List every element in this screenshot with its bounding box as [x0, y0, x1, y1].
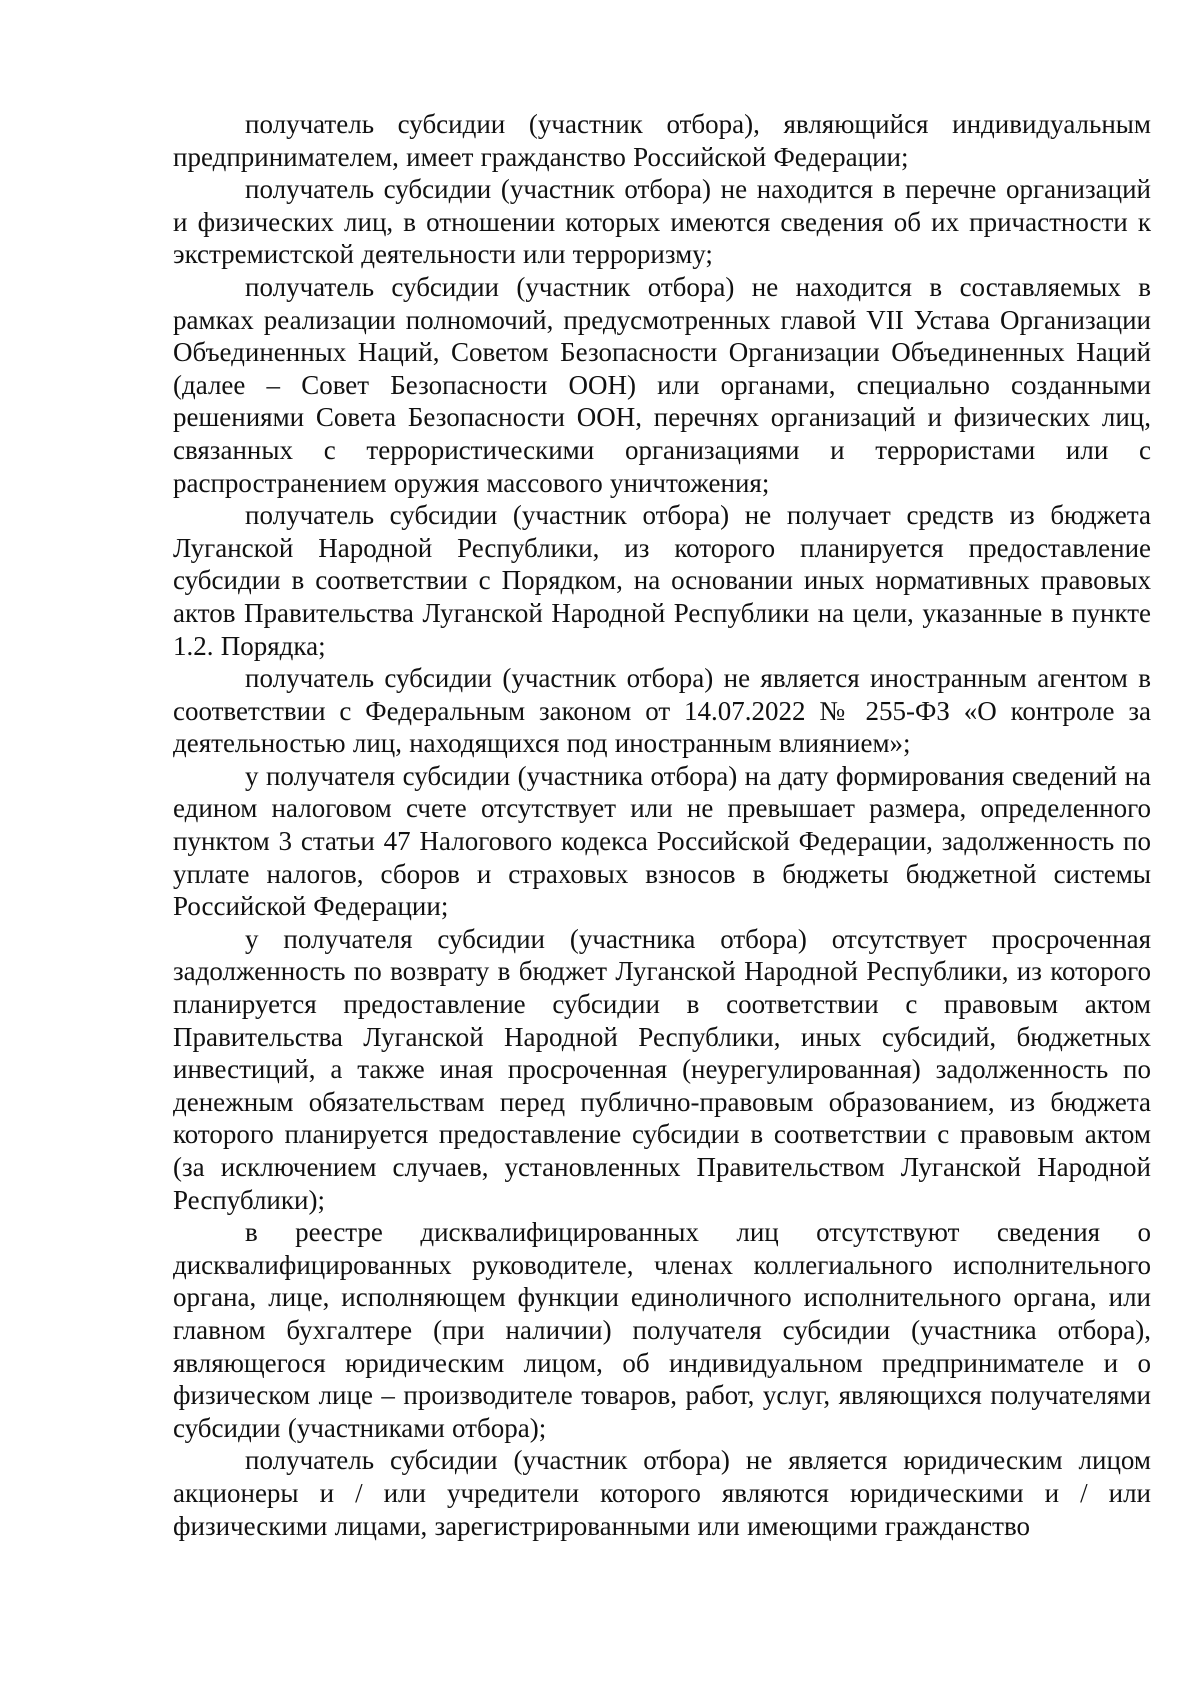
- paragraph-tax-debt: у получателя субсидии (участника отбора) на дату формирования сведений на едином налоговом счете отсутствует или не превышает размера, определенного пунктом 3 статьи 47 Налогового кодекса Российской Федерации, задолженность по уплате налогов, сборов и страховых взносов в бюджеты бюджетной системы Российской Федерации;: [173, 760, 1151, 922]
- document-body: [173, 108, 1151, 1542]
- paragraph-un-sanctions-list: получатель субсидии (участник отбора) не находится в составляемых в рамках реализации полномочий, предусмотренных главой VII Устава Организации Объединенных Наций, Советом Безопасности Организации Объединенных Наций (далее – Совет Безопасности ООН) или органами, специально созданными решениями Совета Безопасности ООН, перечнях организаций и физических лиц, связанных с террористическими организациями и террористами или с распространением оружия массового уничтожения;: [173, 271, 1151, 498]
- paragraph-no-budget-funds: получатель субсидии (участник отбора) не получает средств из бюджета Луганской Народной Республики, из которого планируется предоставление субсидии в соответствии с Порядком, на основании иных нормативных правовых актов Правительства Луганской Народной Республики на цели, указанные в пункте 1.2. Порядка;: [173, 500, 1151, 661]
- paragraph-overdue-debt: у получателя субсидии (участника отбора) отсутствует просроченная задолженность по возврату в бюджет Луганской Народной Республики, из которого планируется предоставление субсидии в соответствии с правовым актом Правительства Луганской Народной Республики, иных субсидий, бюджетных инвестиций, а также иная просроченная (неурегулированная) задолженность по денежным обязательствам перед публично-правовым образованием, из бюджета которого планируется предоставление субсидии в соответствии с правовым актом (за исключением случаев, установленных Правительством Луганской Народной Республики);: [173, 923, 1151, 1215]
- paragraph-extremism-list: получатель субсидии (участник отбора) не находится в перечне организаций и физических лиц, в отношении которых имеются сведения об их причастности к экстремистской деятельности или терроризму;: [173, 174, 1151, 270]
- paragraph-citizenship: получатель субсидии (участник отбора), являющийся индивидуальным предпринимателем, имеет гражданство Российской Федерации;: [173, 109, 1151, 172]
- paragraph-foreign-agent: получатель субсидии (участник отбора) не является иностранным агентом в соответствии с Федеральным законом от 14.07.2022 № 255-ФЗ «О контроле за деятельностью лиц, находящихся под иностранным влиянием»;: [173, 663, 1151, 759]
- paragraph-foreign-shareholders: получатель субсидии (участник отбора) не является юридическим лицом акционеры и / или учредители которого являются юридическими и / или физическими лицами, зарегистрированными или имеющими гражданство: [173, 1445, 1151, 1541]
- paragraph-disqualified-registry: в реестре дисквалифицированных лиц отсутствуют сведения о дисквалифицированных руководителе, членах коллегиального исполнительного органа, лице, исполняющем функции единоличного исполнительного органа, или главном бухгалтере (при наличии) получателя субсидии (участника отбора), являющегося юридическим лицом, об индивидуальном предпринимателе и о физическом лице – производителе товаров, работ, услуг, являющихся получателями субсидии (участниками отбора);: [173, 1217, 1151, 1443]
